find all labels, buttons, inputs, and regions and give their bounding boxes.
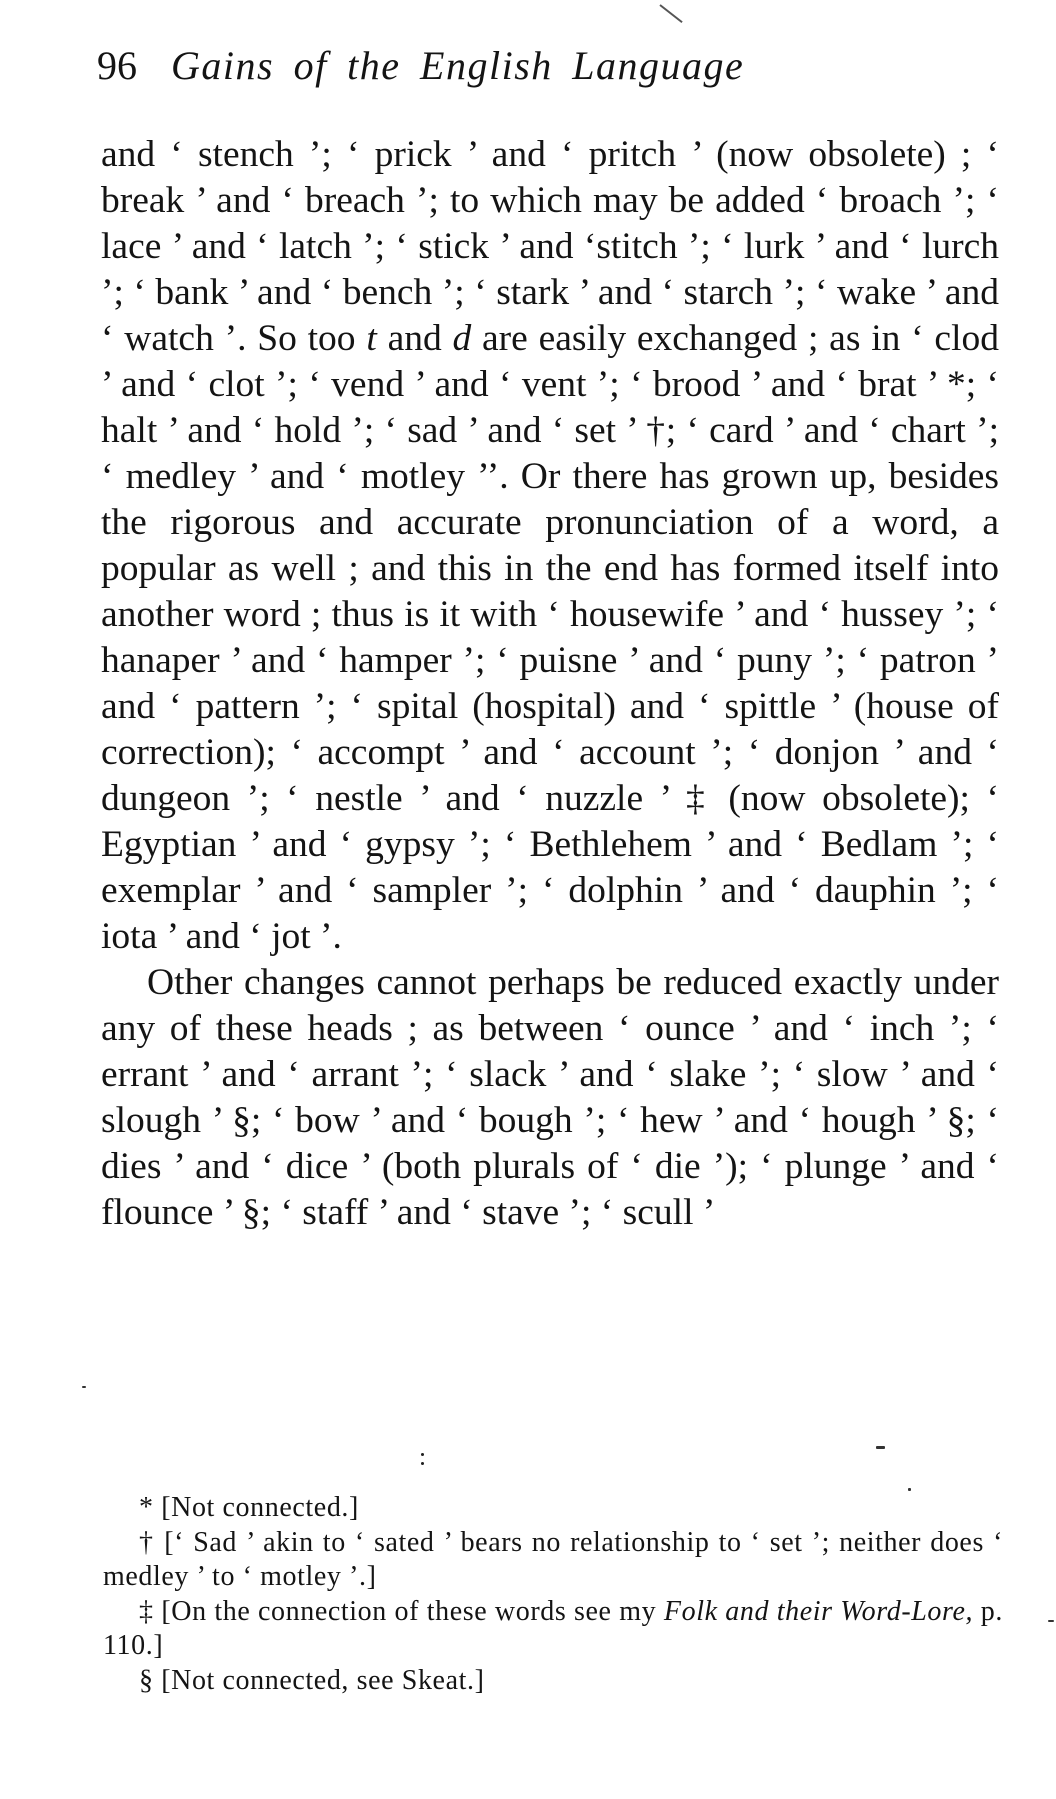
paragraph-1-text-c: are easily exchanged ; as in ‘ clod ’ and ‘ clot ’; ‘ vend ’ and ‘ vent ’; ‘ brood ’ and ‘ brat ’ *; ‘ halt ’ and ‘ hold ’; ‘ sad ’ and ‘ set ’ †; ‘ card ’ and ‘ chart ’; ‘ medley ’ and ‘ motley ’’. Or there has grown up, besides the rigorous and accurate pronunciation of a word, a popular as well ; and this in the end has formed itself into another word ; thus is it with ‘ housewife ’ and ‘ hussey ’; ‘ hanaper ’ and ‘ hamper ’; ‘ puisne ’ and ‘ puny ’; ‘ patron ’ and ‘ pattern ’; ‘ spital (hospital) and ‘ spittle ’ (house of correction); ‘ accompt ’ and ‘ account ’; ‘ donjon ’ and ‘ dungeon ’; ‘ nestle ’ and ‘ nuzzle ’ ‡ (now obsolete); ‘ Egyptian ’ and ‘ gypsy ’; ‘ Bethlehem ’ and ‘ Bedlam ’; ‘ exemplar ’ and ‘ sampler ’; ‘ dolphin ’ and ‘ dauphin ’; ‘ iota ’ and ‘ jot ’. [101,318,999,957]
page-header [97,40,997,92]
footnote-3 [103,1595,1003,1664]
page-number: 96 [97,43,137,88]
stray-mark [659,4,682,23]
footnote-2: † [‘ Sad ’ akin to ‘ sated ’ bears no relationship to ‘ set ’; neither does ‘ medley ’ to ‘ motley ’.] [103,1526,1003,1592]
footnote-1: * [Not connected.] [139,1492,359,1523]
footnote-4: § [Not connected, see Skeat.] [139,1664,485,1696]
letter-t: t [366,318,377,359]
ink-speck [876,1446,885,1449]
footnotes [103,1491,1003,1698]
paragraph-1-text-a: and ‘ stench ’; ‘ prick ’ and ‘ pritch ’ (now obsolete) ; ‘ break ’ and ‘ breach ’; to which may be added ‘ broach ’; ‘ lace ’ and ‘ latch ’; ‘ stick ’ and ‘stitch ’; ‘ lurk ’ and ‘ lurch ’; ‘ bank ’ and ‘ bench ’; ‘ stark ’ and ‘ starch ’; ‘ wake ’ and ‘ watch ’. So too [101,134,999,359]
footnote-3-text-c: p. 110.] [103,1595,1003,1661]
footnote-separator [421,1453,424,1473]
footnote-3-book-title: Folk and their Word-Lore, [663,1595,974,1627]
body-text [101,132,999,1236]
paragraph-1 [101,132,999,960]
letter-d: d [452,318,472,359]
running-title: Gains of the English Language [171,43,745,88]
paragraph-2: Other changes cannot perhaps be reduced exactly under any of these heads ; as between ‘ ounce ’ and ‘ inch ’; ‘ errant ’ and ‘ arrant ’; ‘ slack ’ and ‘ slake ’; ‘ slow ’ and ‘ slough ’ §; ‘ bow ’ and ‘ bough ’; ‘ hew ’ and ‘ hough ’ §; ‘ dies ’ and ‘ dice ’ (both plurals of ‘ die ’); ‘ plunge ’ and ‘ flounce ’ §; ‘ staff ’ and ‘ stave ’; ‘ scull ’ [101,962,999,1233]
ink-speck [1048,1620,1054,1622]
footnote-3-text-a: ‡ [On the connection of these words see my [139,1595,664,1627]
paragraph-1-text-b: and [376,318,453,359]
ink-speck [82,1386,86,1388]
